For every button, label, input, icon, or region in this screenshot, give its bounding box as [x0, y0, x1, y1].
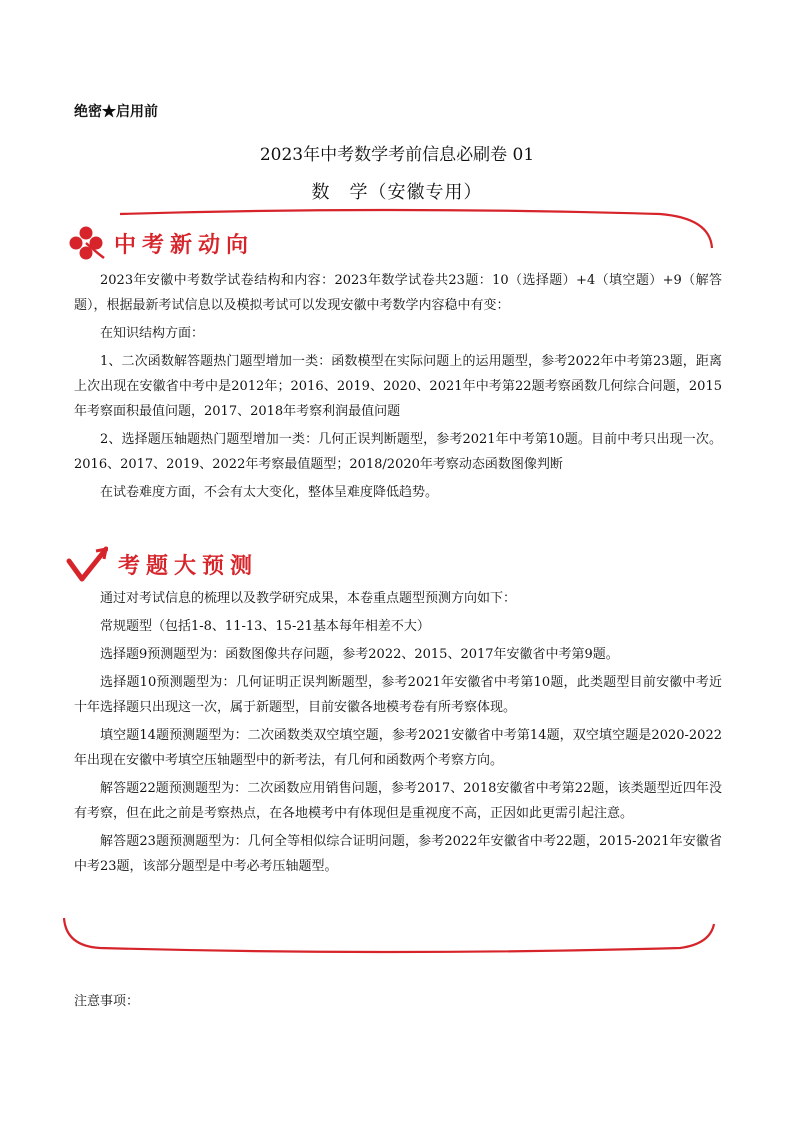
paragraph: 在试卷难度方面，不会有太大变化，整体呈难度降低趋势。: [100, 485, 439, 500]
paragraph: 选择题10预测题型为：几何证明正误判断题型，参考2021年安徽省中考第10题，此类题型目前安徽中考近十年选择题只出现这一次，属于新题型，目前安徽各地模考卷有所考察体现。: [74, 675, 722, 715]
paragraph: 选择题9预测题型为：函数图像共存问题，参考2022、2015、2017年安徽省中考第9题。: [100, 647, 619, 662]
notice-heading: 注意事项：: [74, 994, 140, 1009]
paragraph: 填空题14题预测题型为：二次函数类双空填空题，参考2021安徽省中考第14题，双空填空题是2020-2022年出现在安徽中考填空压轴题型中的新考法，有几何和函数两个考察方向。: [74, 728, 722, 768]
section-heading-trends: [66, 226, 254, 260]
confidential-mark: 绝密★启用前: [74, 104, 158, 120]
paragraph: 解答题22题预测题型为：二次函数应用销售问题，参考2017、2018安徽省中考第22题，该类题型近四年没有考察，但在此之前是考察热点，在各地模考中有体现但是重视度不高，正因如此更需引起注意。: [74, 781, 722, 821]
exam-title: 2023年中考数学考前信息必刷卷 01: [259, 145, 535, 165]
clover-icon: [66, 226, 108, 260]
paragraph: 在知识结构方面：: [100, 326, 205, 341]
paragraph: 解答题23题预测题型为：几何全等相似综合证明问题，参考2022年安徽省中考22题，2015-2021年安徽省中考23题，该部分题型是中考必考压轴题型。: [74, 834, 722, 874]
section-heading-predictions: [66, 545, 258, 583]
paragraph: 通过对考试信息的梳理以及教学研究成果，本卷重点题型预测方向如下：: [100, 591, 517, 606]
exam-subtitle: 数 学（安徽专用）: [311, 182, 483, 203]
section2-body: [74, 586, 722, 882]
paragraph: 常规题型（包括1-8、11-13、15-21基本每年相差不大）: [100, 619, 430, 634]
section1-body: [74, 268, 722, 508]
paragraph: 1、二次函数解答题热门题型增加一类：函数模型在实际问题上的运用题型，参考2022年中考第23题，距离上次出现在安徽省中考中是2012年；2016、2019、2020、2021年中考第22题考察函数几何综合问题，2015年考察面积最值问题，2017、2018年考察利润最值问题: [74, 354, 722, 419]
paragraph: 2023年安徽中考数学试卷结构和内容：2023年数学试卷共23题：10（选择题）+4（填空题）+9（解答题），根据最新考试信息以及模拟考试可以发现安徽中考数学内容稳中有变：: [74, 273, 722, 313]
checkmark-icon: [66, 545, 108, 583]
paragraph: 2、选择题压轴题热门题型增加一类：几何正误判断题型，参考2021年中考第10题。目前中考只出现一次。2016、2017、2019、2022年考察最值题型；2018/2020年考察动态函数图像判断: [74, 432, 722, 472]
section-title-trends: 中考新动向: [114, 231, 255, 258]
section-title-predictions: 考题大预测: [118, 552, 259, 579]
